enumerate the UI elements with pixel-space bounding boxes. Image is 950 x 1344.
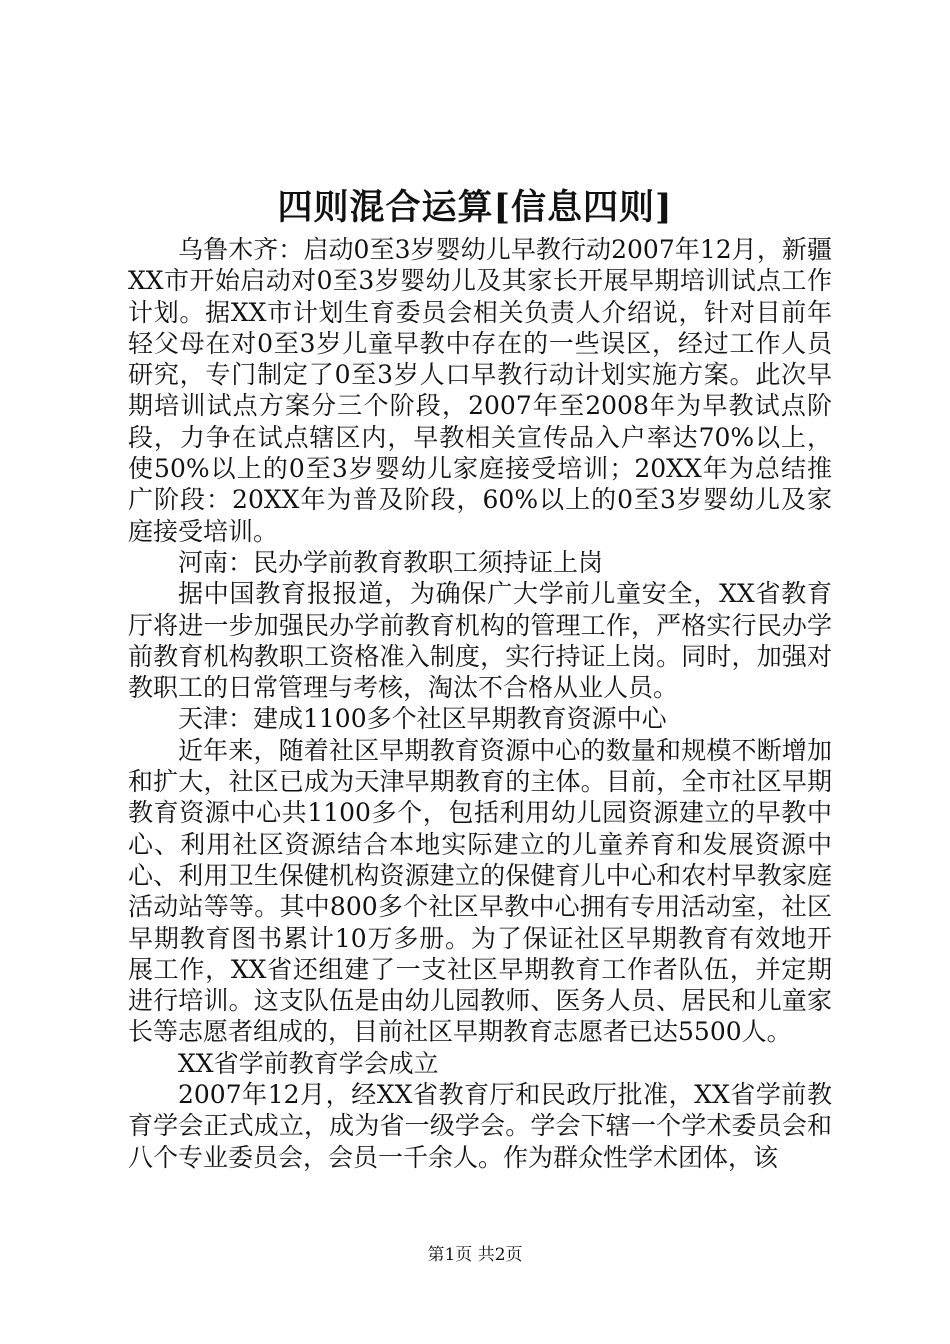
heading-tianjin: 天津：建成1100多个社区早期教育资源中心 (178, 704, 667, 734)
paragraph-tianjin: 近年来，随着社区早期教育资源中心的数量和规模不断增加和扩大，社区已成为天津早期教育的主体。目前，全市社区早期教育资源中心共1100多个，包括利用幼儿园资源建立的早教中心、利用社区资源结合本地实际建立的儿童养育和发展资源中心、利用卫生保健机构资源建立的保健育儿中心和农村早教家庭活动站等等。其中800多个社区早教中心拥有专用活动室，社区早期教育图书累计10万多册。为了保证社区早期教育有效地开展工作，XX省还组建了一支社区早期教育工作者队伍，并定期进行培训。这支队伍是由幼儿园教师、医务人员、居民和儿童家长等志愿者组成的，目前社区早期教育志愿者已达5500人。 (128, 735, 832, 1047)
document-title: 四则混合运算[信息四则] (277, 187, 673, 228)
paragraph-society: 2007年12月，经XX省教育厅和民政厅批准，XX省学前教育学会正式成立，成为省一级学会。学会下辖一个学术委员会和八个专业委员会，会员一千余人。作为群众性学术团体，该 (128, 1080, 832, 1172)
paragraph-henan: 据中国教育报报道，为确保广大学前儿童安全，XX省教育厅将进一步加强民办学前教育机构的管理工作，严格实行民办学前教育机构教职工资格准入制度，实行持证上岗。同时，加强对教职工的日常管理与考核，淘汰不合格从业人员。 (128, 579, 832, 703)
paragraph-urumqi: 乌鲁木齐：启动0至3岁婴幼儿早教行动2007年12月，新疆XX市开始启动对0至3岁婴幼儿及其家长开展早期培训试点工作计划。据XX市计划生育委员会相关负责人介绍说，针对目前年轻父母在对0至3岁儿童早教中存在的一些误区，经过工作人员研究，专门制定了0至3岁人口早教行动计划实施方案。此次早期培训试点方案分三个阶段，2007年至2008年为早教试点阶段，力争在试点辖区内，早教相关宣传品入户率达70%以上，使50%以上的0至3岁婴幼儿家庭接受培训；20XX年为总结推广阶段：20XX年为普及阶段，60%以上的0至3岁婴幼儿及家庭接受培训。 (128, 235, 832, 546)
heading-henan: 河南：民办学前教育教职工须持证上岗 (178, 547, 604, 577)
page-footer: 第1页 共2页 (427, 1245, 523, 1265)
document-body (128, 234, 832, 1173)
heading-society: XX省学前教育学会成立 (178, 1048, 439, 1078)
